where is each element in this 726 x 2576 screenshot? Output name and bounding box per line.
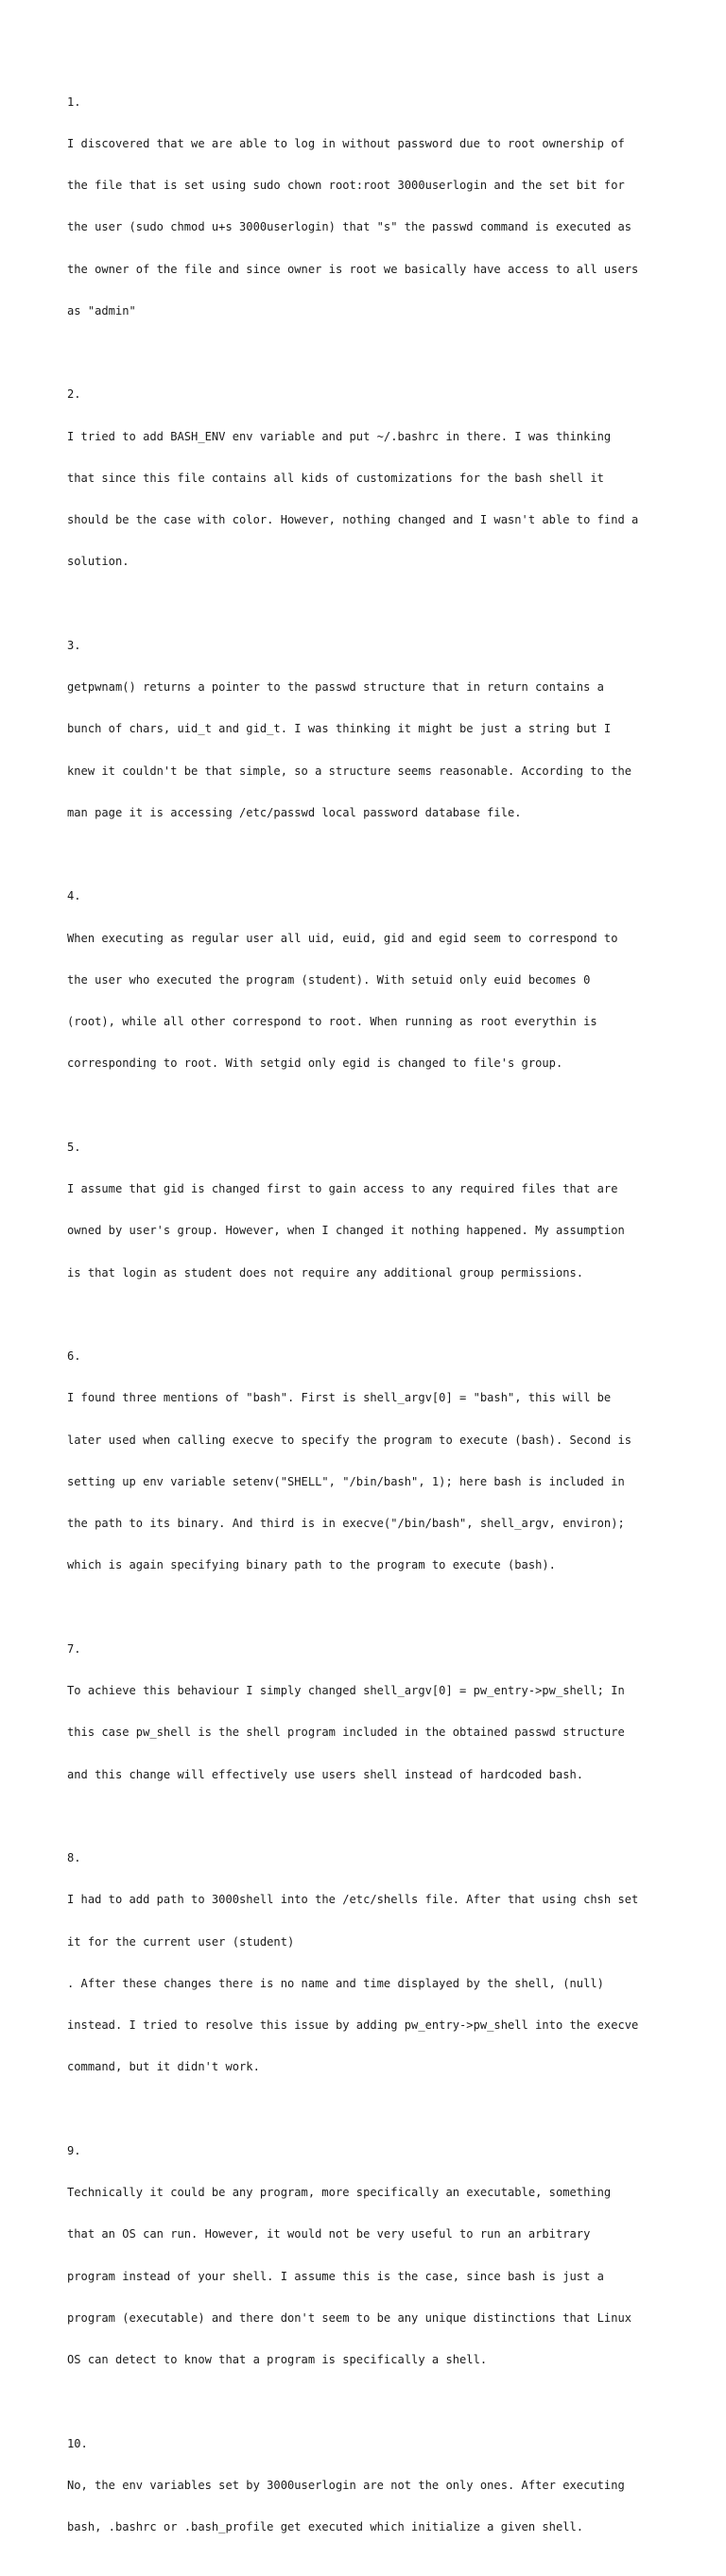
answer-line: I found three mentions of "bash". First is shell_argv[0] = "bash", this will be <box>67 1391 612 1405</box>
answer-line: No, the env variables set by 3000userlogin are not the only ones. After executing <box>67 2478 625 2492</box>
answer-line: OS can detect to know that a program is specifically a shell. <box>67 2353 488 2366</box>
answer-line: which is again specifying binary path to the program to execute (bash). <box>67 1558 556 1572</box>
answer-4 <box>67 862 682 1099</box>
answer-number: 10. <box>67 2436 88 2450</box>
answer-line: getpwnam() returns a pointer to the passwd structure that in return contains a <box>67 680 604 694</box>
answer-line: the owner of the file and since owner is root we basically have access to all users <box>67 262 639 276</box>
answer-8 <box>67 1824 682 2103</box>
answer-line: . After these changes there is no name and time displayed by the shell, (null) <box>67 1976 604 1990</box>
answer-line: the user who executed the program (student). With setuid only euid becomes 0 <box>67 972 591 987</box>
answer-line: When executing as regular user all uid, euid, gid and egid seem to correspond to <box>67 931 618 945</box>
document-page <box>67 67 682 2576</box>
answer-line: To achieve this behaviour I simply changed shell_argv[0] = pw_entry->pw_shell; In <box>67 1684 625 1697</box>
answer-number: 3. <box>67 638 81 652</box>
answer-line: it for the current user (student) <box>67 1934 295 1949</box>
answer-number: 1. <box>67 94 81 109</box>
answer-line: the user (sudo chmod u+s 3000userlogin) that "s" the passwd command is executed as <box>67 220 632 234</box>
answer-number: 7. <box>67 1641 81 1656</box>
answer-7 <box>67 1614 682 1810</box>
answer-line: instead. I tried to resolve this issue by adding pw_entry->pw_shell into the execve <box>67 2018 639 2032</box>
answer-line: Technically it could be any program, more specifically an executable, something <box>67 2186 612 2199</box>
answer-line: that an OS can run. However, it would not be very useful to run an arbitrary <box>67 2227 591 2241</box>
answer-line: knew it couldn't be that simple, so a structure seems reasonable. According to the <box>67 764 632 778</box>
answer-line: corresponding to root. With setgid only egid is changed to file's group. <box>67 1056 563 1071</box>
answer-number: 4. <box>67 889 81 903</box>
answer-line: as "admin" <box>67 303 136 318</box>
answer-line: is that login as student does not require any additional group permissions. <box>67 1265 584 1279</box>
answer-2 <box>67 360 682 597</box>
answer-number: 2. <box>67 387 81 402</box>
answer-3 <box>67 610 682 848</box>
answer-line: program instead of your shell. I assume this is the case, since bash is just a <box>67 2269 604 2283</box>
answer-line: owned by user's group. However, when I changed it nothing happened. My assumption <box>67 1224 625 1238</box>
answer-line: I assume that gid is changed first to gain access to any required files that are <box>67 1182 618 1195</box>
answer-line: the file that is set using sudo chown root:root 3000userlogin and the set bit for <box>67 179 625 192</box>
answer-line: I tried to add BASH_ENV env variable and put ~/.bashrc in there. I was thinking <box>67 429 612 443</box>
answer-line: I discovered that we are able to log in without password due to root ownership of <box>67 136 625 150</box>
answer-9 <box>67 2116 682 2395</box>
answer-10 <box>67 2409 682 2562</box>
answer-line: and this change will effectively use users shell instead of hardcoded bash. <box>67 1767 584 1781</box>
answer-line: setting up env variable setenv("SHELL", "/bin/bash", 1); here bash is included in <box>67 1474 625 1488</box>
answer-line: bunch of chars, uid_t and gid_t. I was thinking it might be just a string but I <box>67 722 612 736</box>
answer-line: I had to add path to 3000shell into the /etc/shells file. After that using chsh set <box>67 1893 639 1907</box>
answer-line: later used when calling execve to specify the program to execute (bash). Second is <box>67 1433 632 1447</box>
answer-line: command, but it didn't work. <box>67 2060 260 2074</box>
answer-number: 8. <box>67 1851 81 1864</box>
answer-line: this case pw_shell is the shell program included in the obtained passwd structure <box>67 1726 625 1740</box>
answer-number: 6. <box>67 1349 81 1363</box>
answer-6 <box>67 1322 682 1601</box>
answer-line: that since this file contains all kids of customizations for the bash shell it <box>67 471 604 485</box>
answer-line: program (executable) and there don't seem to be any unique distinctions that Linux <box>67 2310 632 2325</box>
answer-line: should be the case with color. However, nothing changed and I wasn't able to find a <box>67 513 639 526</box>
answer-5 <box>67 1112 682 1308</box>
answer-number: 5. <box>67 1140 81 1154</box>
answer-line: the path to its binary. And third is in execve("/bin/bash", shell_argv, environ); <box>67 1517 625 1530</box>
answer-1 <box>67 67 682 346</box>
answer-line: bash, .bashrc or .bash_profile get executed which initialize a given shell. <box>67 2520 584 2533</box>
answer-number: 9. <box>67 2143 81 2157</box>
answer-line: man page it is accessing /etc/passwd local password database file. <box>67 805 522 819</box>
answer-line: solution. <box>67 555 130 569</box>
answer-line: (root), while all other correspond to root. When running as root everythin is <box>67 1015 597 1028</box>
